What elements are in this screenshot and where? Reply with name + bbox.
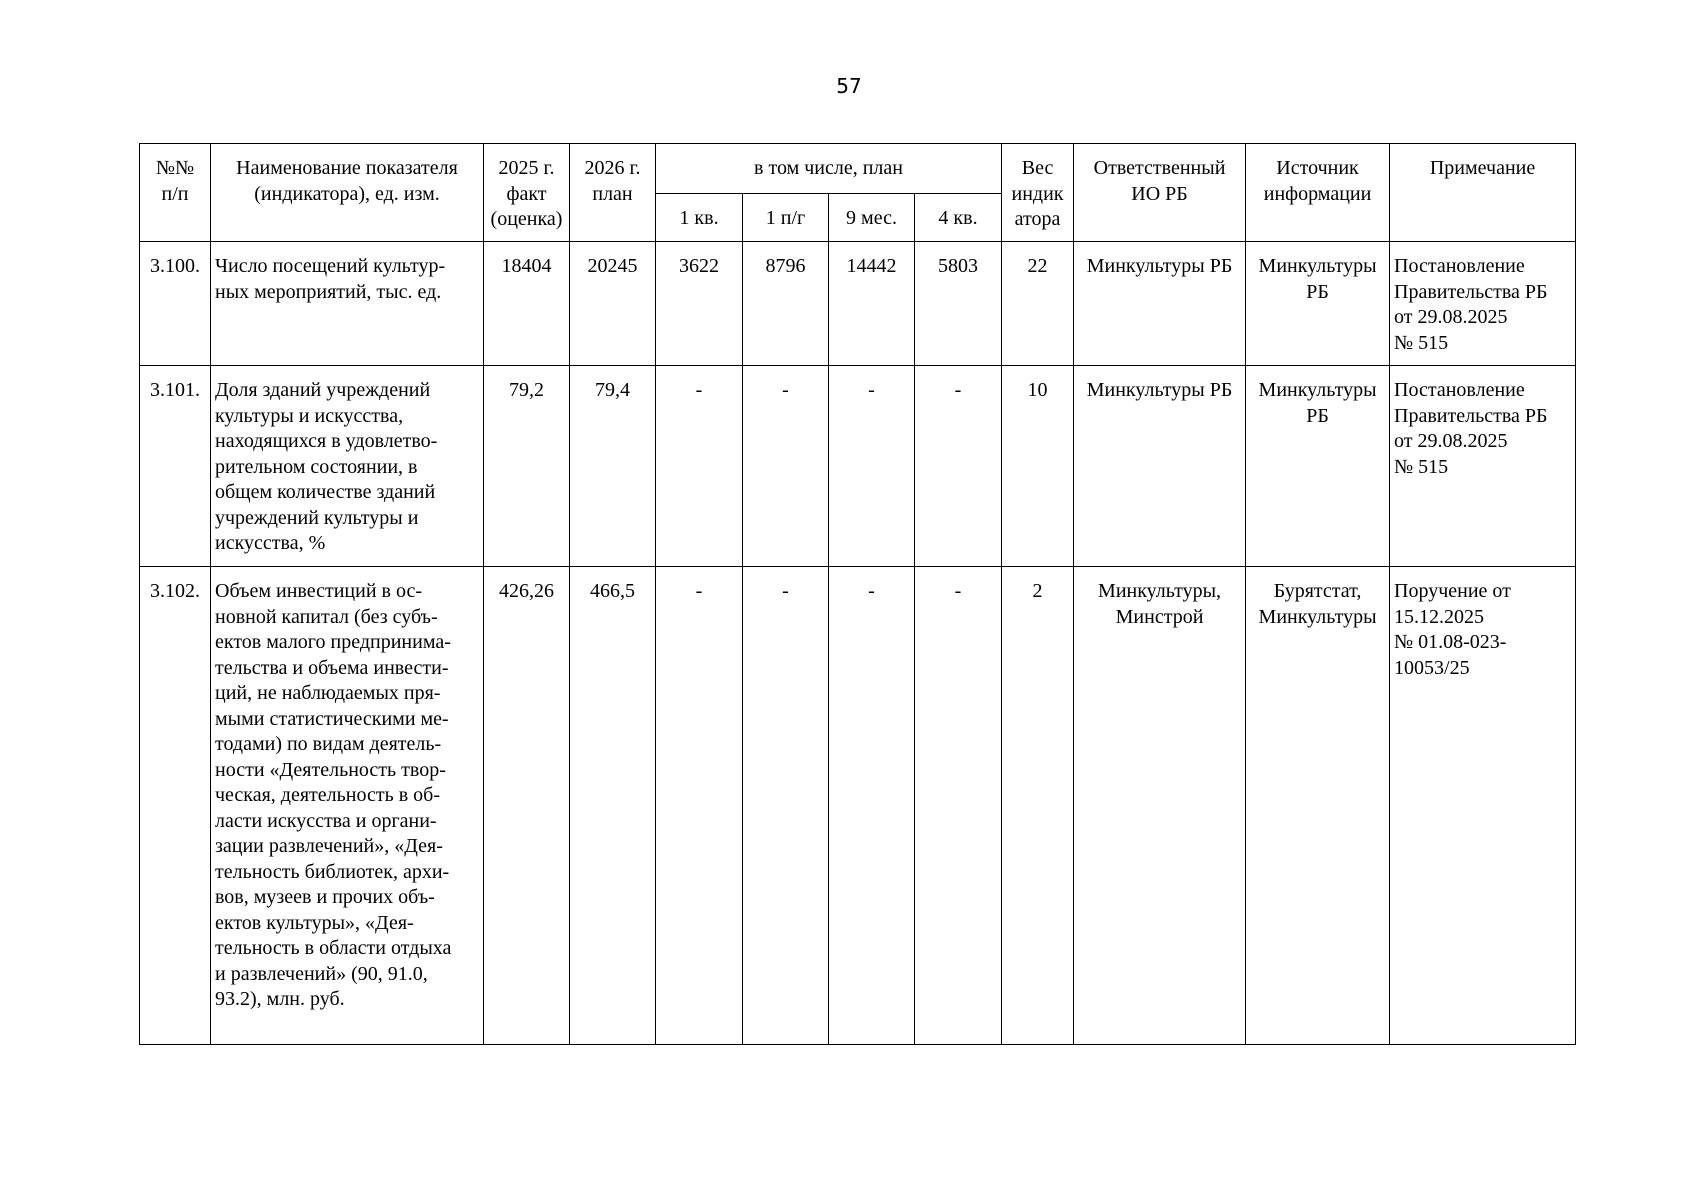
row-h1: - <box>743 567 829 1045</box>
row-source: Минкультуры РБ <box>1246 242 1390 366</box>
row-name: Число посещений культур- ных мероприятий, тыс. ед. <box>211 242 484 366</box>
row-note: Поручение от 15.12.2025 № 01.08-023- 10053/25 <box>1390 567 1576 1045</box>
header-row <box>140 144 1576 194</box>
row-weight: 22 <box>1002 242 1074 366</box>
row-weight: 10 <box>1002 366 1074 567</box>
page-number: 57 <box>836 74 862 98</box>
header-q4: 4 кв. <box>915 194 1002 242</box>
row-source: Бурятстат, Минкультуры <box>1246 567 1390 1045</box>
row-h1: 8796 <box>743 242 829 366</box>
header-num: №№ п/п <box>140 144 211 242</box>
row-num: 3.100. <box>140 242 211 366</box>
row-q4: - <box>915 567 1002 1045</box>
row-name: Объем инвестиций в ос- новной капитал (без субъ- ектов малого предпринима- тельства и объема инвести- ций, не наблюдаемых пря- мыми статистическими ме- тодами) по видам деятель- ности «Деятельность твор- ческая, деятельность в об- ласти искусства и органи- зации развлечений», «Дея- тельность библиотек, архи- вов, музеев и прочих объ- ектов культуры», «Дея- тельность в области отдыха и развлечений» (90, 91.0, 93.2), млн. руб. <box>211 567 484 1045</box>
row-weight: 2 <box>1002 567 1074 1045</box>
row-source: Минкультуры РБ <box>1246 366 1390 567</box>
table-row <box>140 242 1576 366</box>
row-plan-2026: 79,4 <box>570 366 656 567</box>
header-h1: 1 п/г <box>743 194 829 242</box>
header-source: Источник информации <box>1246 144 1390 242</box>
header-plan-2026: 2026 г. план <box>570 144 656 242</box>
row-m9: - <box>829 366 915 567</box>
row-fact-2025: 426,26 <box>484 567 570 1045</box>
row-fact-2025: 18404 <box>484 242 570 366</box>
indicators-table <box>139 143 1576 1045</box>
row-q4: - <box>915 366 1002 567</box>
header-responsible: Ответственный ИО РБ <box>1074 144 1246 242</box>
row-note: Постановление Правительства РБ от 29.08.2025 № 515 <box>1390 242 1576 366</box>
table-row <box>140 567 1576 1045</box>
header-name: Наименование показателя (индикатора), ед. изм. <box>211 144 484 242</box>
row-note: Постановление Правительства РБ от 29.08.2025 № 515 <box>1390 366 1576 567</box>
row-h1: - <box>743 366 829 567</box>
header-incl-plan: в том числе, план <box>656 144 1002 194</box>
row-q1: 3622 <box>656 242 743 366</box>
header-note: Примечание <box>1390 144 1576 242</box>
header-weight: Вес индик атора <box>1002 144 1074 242</box>
table-row <box>140 366 1576 567</box>
row-q4: 5803 <box>915 242 1002 366</box>
row-num: 3.102. <box>140 567 211 1045</box>
row-name: Доля зданий учреждений культуры и искусства, находящихся в удовлетво- рительном состоянии, в общем количестве зданий учреждений культуры и искусства, % <box>211 366 484 567</box>
row-q1: - <box>656 366 743 567</box>
row-responsible: Минкультуры РБ <box>1074 366 1246 567</box>
header-q1: 1 кв. <box>656 194 743 242</box>
row-plan-2026: 20245 <box>570 242 656 366</box>
row-m9: 14442 <box>829 242 915 366</box>
header-m9: 9 мес. <box>829 194 915 242</box>
row-num: 3.101. <box>140 366 211 567</box>
row-fact-2025: 79,2 <box>484 366 570 567</box>
row-q1: - <box>656 567 743 1045</box>
header-fact-2025: 2025 г. факт (оценка) <box>484 144 570 242</box>
row-plan-2026: 466,5 <box>570 567 656 1045</box>
row-responsible: Минкультуры, Минстрой <box>1074 567 1246 1045</box>
row-responsible: Минкультуры РБ <box>1074 242 1246 366</box>
row-m9: - <box>829 567 915 1045</box>
